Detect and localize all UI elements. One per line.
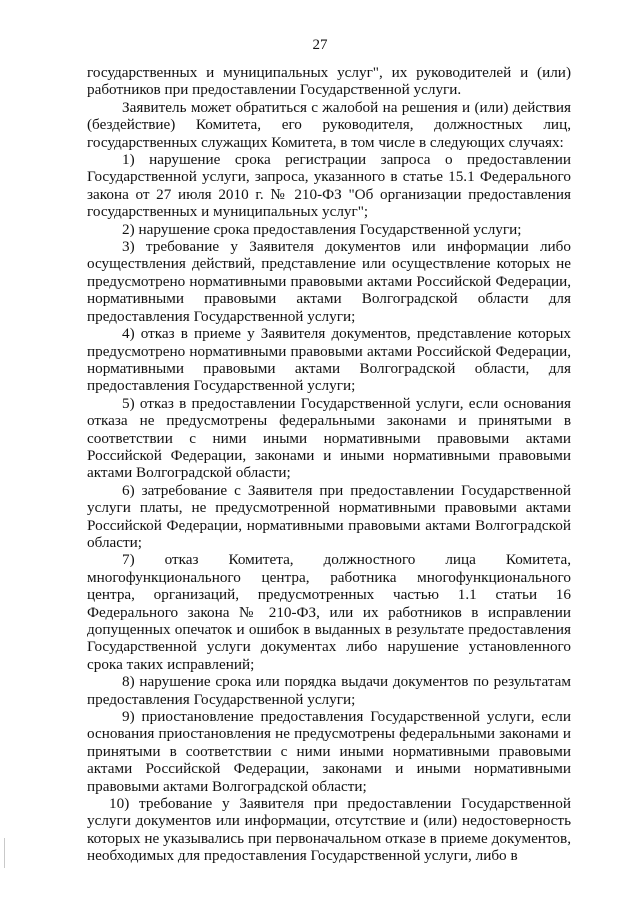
document-body [87, 64, 571, 865]
scan-edge-mark [4, 838, 5, 868]
list-item-4: 4) отказ в приеме у Заявителя документов, представление которых предусмотрено нормативными правовыми актами Российской Федерации, нормативными правовыми актами Волгоградской области, для предоставления Государственной услуги; [87, 325, 571, 395]
list-item-1: 1) нарушение срока регистрации запроса о предоставлении Государственной услуги, запроса, указанного в статье 15.1 Федерального закона от 27 июля 2010 г. № 210-ФЗ "Об организации предоставления государственных и муниципальных услуг"; [87, 151, 571, 221]
list-item-7: 7) отказ Комитета, должностного лица Комитета, многофункционального центра, работника многофункционального центра, организаций, предусмотренных частью 1.1 статьи 16 Федерального закона № 210-ФЗ, или их работников в исправлении допущенных опечаток и ошибок в выданных в результате предоставления Государственной услуги документах либо нарушение установленного срока таких исправлений; [87, 551, 571, 673]
list-item-2: 2) нарушение срока предоставления Государственной услуги; [122, 220, 522, 238]
list-item-8: 8) нарушение срока или порядка выдачи документов по результатам предоставления Государственной услуги; [87, 673, 571, 708]
list-item-5: 5) отказ в предоставлении Государственной услуги, если основания отказа не предусмотрены федеральными законами и принятыми в соответствии с ними иными нормативными правовыми актами Российской Федерации, законами и иными нормативными правовыми актами Волгоградской области; [87, 394, 571, 482]
page-number: 27 [312, 37, 328, 53]
list-item-6: 6) затребование с Заявителя при предоставлении Государственной услуги платы, не предусмотренной нормативными правовыми актами Российской Федерации, нормативными правовыми актами Волгоградской области; [87, 481, 571, 551]
paragraph-complaint-intro: Заявитель может обратиться с жалобой на решения и (или) действия (бездействие) Комитета, его руководителя, должностных лиц, государственных служащих Комитета, в том числе в следующих случаях: [87, 98, 571, 151]
list-item-10: 10) требование у Заявителя при предоставлении Государственной услуги документов или информации, отсутствие и (или) недостоверность которых не указывались при первоначальном отказе в приеме документов, необходимых для предоставления Государственной услуги, либо в [87, 795, 571, 865]
list-item-3: 3) требование у Заявителя документов или информации либо осуществления действий, представление или осуществление которых не предусмотрено нормативными правовыми актами Российской Федерации, нормативными правовыми актами Волгоградской области для предоставления Государственной услуги; [87, 238, 571, 325]
list-item-9: 9) приостановление предоставления Государственной услуги, если основания приостановления не предусмотрены федеральными законами и принятыми в соответствии с ними иными нормативными правовыми актами Российской Федерации, законами и иными нормативными правовыми актами Волгоградской области; [87, 708, 571, 795]
paragraph-continuation: государственных и муниципальных услуг", их руководителей и (или) работников при предоставлении Государственной услуги. [87, 64, 571, 99]
